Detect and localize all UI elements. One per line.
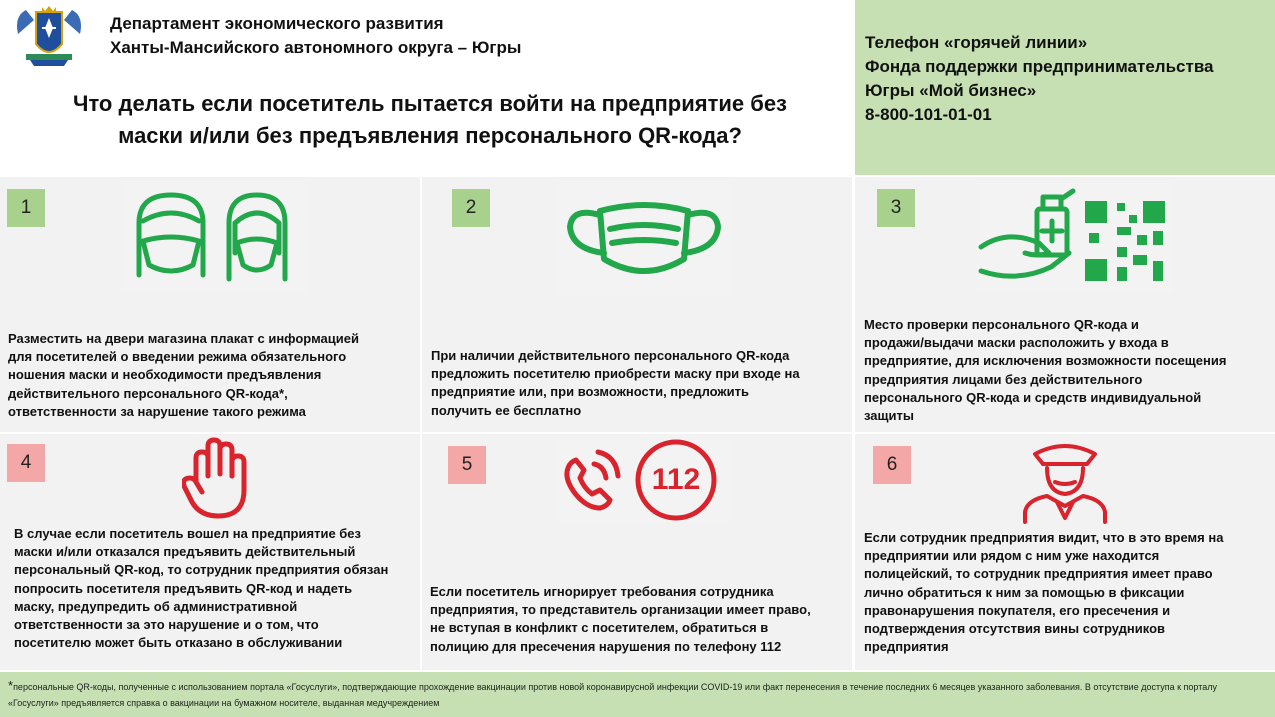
hotline-text	[865, 31, 1214, 127]
step-text-6	[864, 529, 1223, 656]
step-1-line-5: ответственности за нарушение такого режима	[8, 403, 306, 419]
department-line-1: Департамент экономического развития	[110, 14, 444, 33]
title-line-1: Что делать если посетитель пытается войти на предприятие без	[72, 91, 787, 116]
step-text-3	[864, 316, 1226, 425]
hotline-line-3: Югры «Мой бизнес»	[865, 81, 1037, 100]
step-card-4	[0, 434, 420, 670]
step-3-line-1: Место проверки персонального QR-кода и	[864, 317, 1139, 332]
step-number-5: 5	[448, 446, 486, 484]
hotline-phone: 8-800-101-01-01	[865, 105, 992, 124]
step-card-5	[422, 434, 852, 670]
footnote-star: *	[8, 678, 14, 693]
step-4-line-1: В случае если посетитель вошел на предприятие без	[14, 526, 362, 541]
step-2-line-1: При наличии действительного персонального QR-кода	[431, 348, 790, 363]
step-4-line-2: маски и/или отказался предъявить действительный	[14, 544, 356, 560]
step-4-line-4: попросить посетителя предъявить QR-код и надеть	[14, 580, 353, 596]
step-number-4: 4	[7, 444, 45, 482]
emergency-number-badge: 112	[651, 463, 701, 496]
hotline-line-1: Телефон «горячей линии»	[865, 33, 1088, 52]
face-mask-icon	[558, 183, 730, 295]
step-number-3: 3	[877, 189, 915, 227]
step-2-line-3: предприятие или, при возможности, предложить	[431, 384, 749, 400]
step-number-1: 1	[7, 189, 45, 227]
step-6-line-2: предприятии или рядом с ним уже находится	[864, 548, 1160, 564]
step-5-line-1: Если посетитель игнорирует требования сотрудника	[430, 584, 774, 599]
step-4-line-6: ответственности за это нарушение и о том, что	[14, 617, 319, 633]
step-card-3	[855, 177, 1275, 432]
step-1-line-4: действительного персонального QR-кода*,	[8, 385, 288, 401]
step-6-line-1: Если сотрудник предприятия видит, что в это время на	[864, 530, 1224, 545]
step-6-line-5: правонарушения покупателя, его пресечения и	[864, 602, 1171, 618]
step-6-line-7: предприятия	[864, 639, 949, 655]
step-1-line-2: для посетителей о введении режима обязательного	[8, 349, 347, 365]
step-4-line-3: персональный QR-код, то сотрудник предприятия обязан	[14, 562, 389, 578]
step-card-6	[855, 434, 1275, 670]
step-text-1	[8, 330, 359, 421]
step-number-6: 6	[873, 446, 911, 484]
step-1-line-1: Разместить на двери магазина плакат с информацией	[8, 331, 359, 346]
step-5-line-3: не вступая в конфликт с посетителем, обратиться в	[430, 620, 769, 636]
step-5-line-4: полицию для пресечения нарушения по телефону 112	[430, 638, 782, 654]
footnote-text: персональные QR-коды, полученные с использованием портала «Госуслуги», подтверждающие прохождение вакцинации против новой коронавирусной инфекции COVID-19 или факт перенесения в течение последних 6 месяцев указанного заболевания. В отсутствие доступа к порталу «Госуслуги» предъявляется справка о вакцинации на бумажном носителе, выданная медучреждением	[8, 682, 1217, 708]
department-name	[110, 12, 521, 60]
police-officer-icon	[1017, 440, 1113, 524]
sanitizer-qr-icon	[977, 183, 1173, 293]
step-1-line-3: ношения маски и необходимости предъявления	[8, 367, 322, 383]
coat-of-arms-icon	[12, 4, 86, 68]
hotline-panel	[855, 0, 1275, 175]
hotline-line-2: Фонда поддержки предпринимательства	[865, 57, 1214, 76]
step-5-line-2: предприятия, то представитель организации имеет право,	[430, 602, 811, 618]
footnote-bar	[0, 672, 1275, 717]
step-text-2	[431, 347, 800, 420]
step-card-2	[422, 177, 852, 432]
footnote	[8, 678, 1268, 711]
step-4-line-5: маску, предупредить об административной	[14, 598, 298, 614]
step-2-line-4: получить ее бесплатно	[431, 402, 582, 418]
step-6-line-6: подтверждения отсутствия вины сотрудников	[864, 621, 1166, 637]
phone-112-icon	[558, 438, 730, 522]
department-line-2: Ханты-Мансийского автономного округа – Югры	[110, 38, 522, 57]
step-2-line-2: предложить посетителю приобрести маску при входе на	[431, 366, 800, 382]
step-text-5	[430, 583, 811, 656]
step-card-1	[0, 177, 420, 432]
step-4-line-7: посетителю может быть отказано в обслуживании	[14, 635, 343, 651]
faces-with-masks-icon	[121, 183, 307, 293]
step-number-2: 2	[452, 189, 490, 227]
step-6-line-3: полицейский, то сотрудник предприятия имеет право	[864, 566, 1213, 582]
stop-hand-icon	[182, 436, 248, 520]
step-3-line-2: продажи/выдачи маски расположить у входа в	[864, 335, 1169, 351]
step-6-line-4: лично обратиться к ним за помощью в фиксации	[864, 584, 1185, 600]
step-3-line-6: защиты	[864, 408, 914, 424]
step-3-line-3: предприятие, для исключения возможности посещения	[864, 353, 1227, 369]
title-line-2: маски и/или без предъявления персонального QR-кода?	[118, 123, 742, 148]
step-3-line-4: предприятия лицами без действительного	[864, 371, 1143, 387]
step-3-line-5: персонального QR-кода и средств индивидуальной	[864, 389, 1202, 405]
page-title	[20, 88, 840, 152]
step-text-4	[14, 525, 388, 652]
